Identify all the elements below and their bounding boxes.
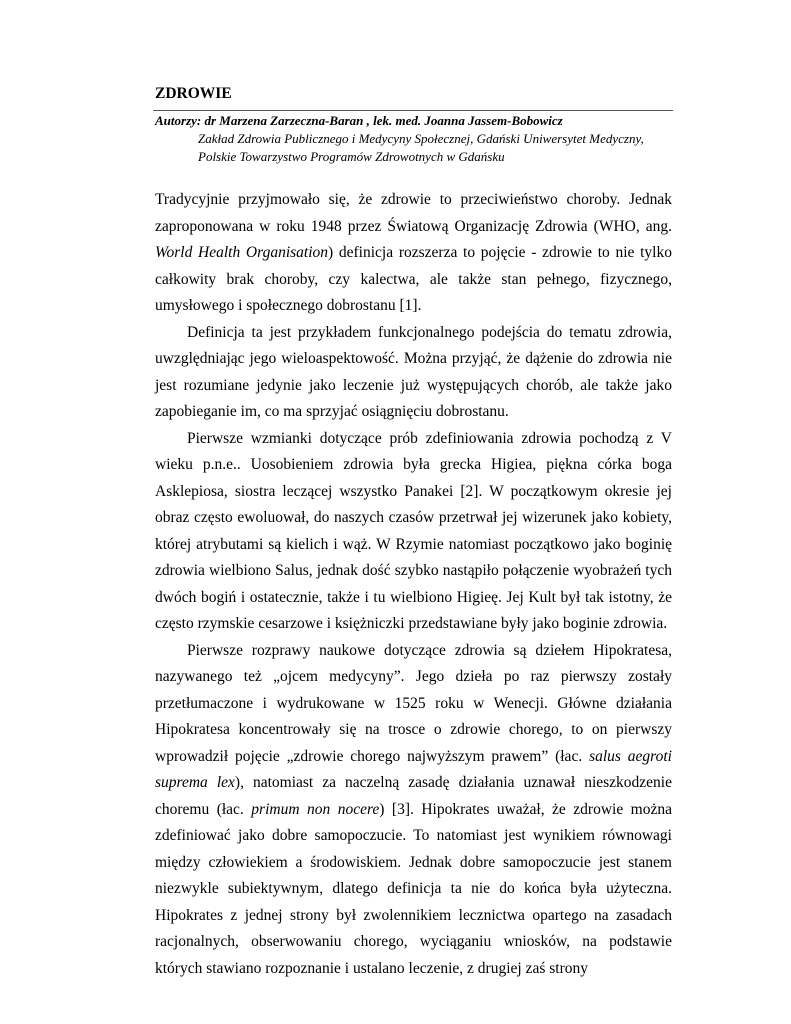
body-text: [155, 187, 672, 982]
paragraph-2: Definicja ta jest przykładem funkcjonalnego podejścia do tematu zdrowia, uwzględniając jego wieloaspektowość. Można przyjąć, że dążenie do zdrowia nie jest rozumiane jedynie jako leczenie już występujących chorób, ale także jako zapobieganie im, co ma sprzyjać osiągnięciu dobrostanu.: [155, 323, 672, 420]
paragraph-4-text-a: Pierwsze rozprawy naukowe dotyczące zdrowia są dziełem Hipokratesa, nazywanego też „ojcem medycyny”. Jego dzieła po raz pierwszy zostały przetłumaczone i wydrukowane w 1525 roku w Wenecji. Główne działania Hipokratesa koncentrowały się na trosce o zdrowie chorego, to on pierwszy wprowadził pojęcie „zdrowie chorego najwyższym prawem” (łac.: [155, 641, 672, 765]
paragraph-4-italic-latin-2: primum non nocere: [251, 800, 380, 818]
affiliation-line-1: Zakład Zdrowia Publicznego i Medycyny Społecznej, Gdański Uniwersytet Medyczny,: [198, 131, 644, 146]
affiliation-line-2: Polskie Towarzystwo Programów Zdrowotnych w Gdańsku: [198, 149, 505, 164]
paragraph-4-text-e: ) [3]. Hipokrates uważał, że zdrowie można zdefiniować jako dobre samopoczucie. To natomiast jest wynikiem równowagi między człowiekiem a środowiskiem. Jednak dobre samopoczucie jest stanem niezwykle subiektywnym, dlatego definicja ta nie do końca była użyteczna. Hipokrates z jednej strony był zwolennikiem lecznictwa opartego na zasadach racjonalnych, obserwowaniu chorego, wyciąganiu wniosków, na podstawie których stawiano rozpoznanie i ustalano leczenie, z drugiej zaś strony: [155, 800, 672, 977]
authors-line: Autorzy: dr Marzena Zarzeczna-Baran , lek. med. Joanna Jassem-Bobowicz: [155, 113, 563, 128]
paragraph-4-text-c: ), natomiast za naczelną zasadę działania uznawał nieszkodzenie choremu (łac.: [155, 774, 672, 818]
paragraph-1-italic-term: World Health Organisation: [155, 244, 329, 261]
paragraph-4-italic-latin-1: salus aegroti suprema lex: [155, 747, 672, 791]
document-title: ZDROWIE: [155, 85, 232, 102]
paragraph-4: [155, 638, 672, 983]
paragraph-1-text-a: Tradycyjnie przyjmowało się, że zdrowie to przeciwieństwo choroby. Jednak zaproponowana w roku 1948 przez Światową Organizację Zdrowia (WHO, ang.: [155, 191, 672, 235]
paragraph-1-text-c: ) definicja rozszerza to pojęcie - zdrowie to nie tylko całkowity brak choroby, czy kalectwa, ale także stan pełnego, fizycznego, umysłowego i społecznego dobrostanu [1].: [155, 244, 672, 314]
title-divider: [153, 110, 673, 111]
paragraph-3: Pierwsze wzmianki dotyczące prób zdefiniowania zdrowia pochodzą z V wieku p.n.e.. Uosobieniem zdrowia była grecka Higiea, piękna córka boga Asklepiosa, siostra leczącej wszystko Panakei [2]. W początkowym okresie jej obraz często ewoluował, do naszych czasów przetrwał jej wizerunek jako kobiety, której atrybutami są kielich i wąż. W Rzymie natomiast początkowo jako boginię zdrowia wielbiono Salus, jednak dość szybko nastąpiło połączenie wyobrażeń tych dwóch bogiń i ostatecznie, także i tu wielbiono Higieę. Jej Kult był tak istotny, że często rzymskie cesarzowe i księżniczki przedstawiane były jako boginie zdrowia.: [155, 429, 672, 632]
paragraph-1: [155, 187, 672, 320]
